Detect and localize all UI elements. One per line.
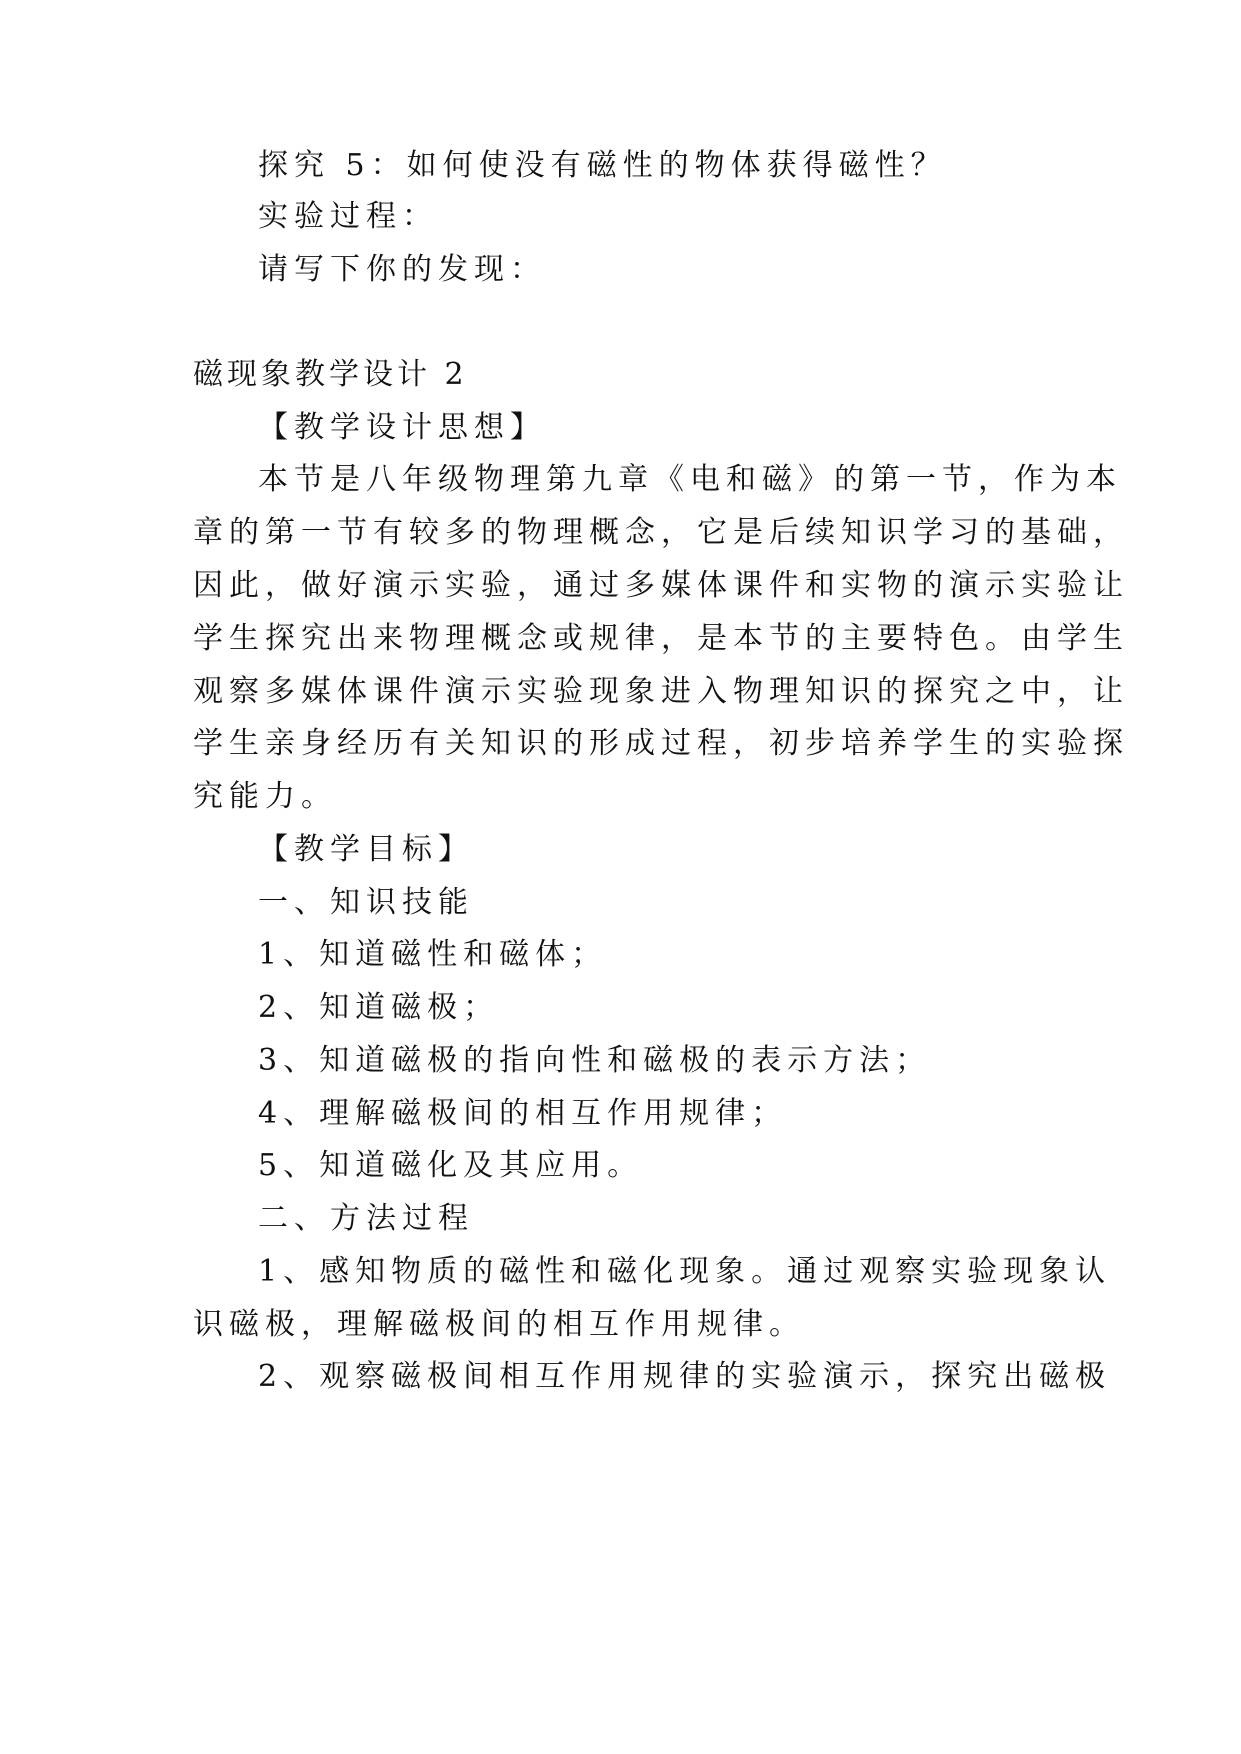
method-item-line: 1、感知物质的磁性和磁化现象。通过观察实验现象认 [258,1254,1112,1289]
experiment-process-label: 实验过程： [258,199,438,234]
section-title: 磁现象教学设计 2 [193,357,468,392]
paragraph-line: 观察多媒体课件演示实验现象进入物理知识的探究之中，让 [193,674,1129,709]
knowledge-item: 2、知道磁极； [258,990,500,1025]
paragraph-line: 学生探究出来物理概念或规律，是本节的主要特色。由学生 [193,621,1129,656]
teaching-goals-heading: 【教学目标】 [258,832,474,867]
paragraph-line: 本节是八年级物理第九章《电和磁》的第一节，作为本 [258,462,1122,497]
method-process-heading: 二、方法过程 [258,1201,474,1236]
knowledge-item: 3、知道磁极的指向性和磁极的表示方法； [258,1043,932,1078]
paragraph-line: 因此，做好演示实验，通过多媒体课件和实物的演示实验让 [193,568,1129,603]
findings-prompt: 请写下你的发现： [258,252,546,287]
paragraph-line: 究能力。 [193,779,337,814]
knowledge-skills-heading: 一、知识技能 [258,885,474,920]
paragraph-line: 章的第一节有较多的物理概念，它是后续知识学习的基础， [193,515,1129,550]
method-item-line: 2、观察磁极间相互作用规律的实验演示，探究出磁极 [258,1359,1112,1394]
paragraph-line: 学生亲身经历有关知识的形成过程，初步培养学生的实验探 [193,726,1129,761]
knowledge-item: 1、知道磁性和磁体； [258,937,608,972]
design-idea-heading: 【教学设计思想】 [258,410,546,445]
inquiry-5-question: 探究 5：如何使没有磁性的物体获得磁性？ [258,148,947,183]
knowledge-item: 5、知道磁化及其应用。 [258,1148,644,1183]
method-item-line: 识磁极，理解磁极间的相互作用规律。 [193,1307,805,1342]
knowledge-item: 4、理解磁极间的相互作用规律； [258,1096,788,1131]
